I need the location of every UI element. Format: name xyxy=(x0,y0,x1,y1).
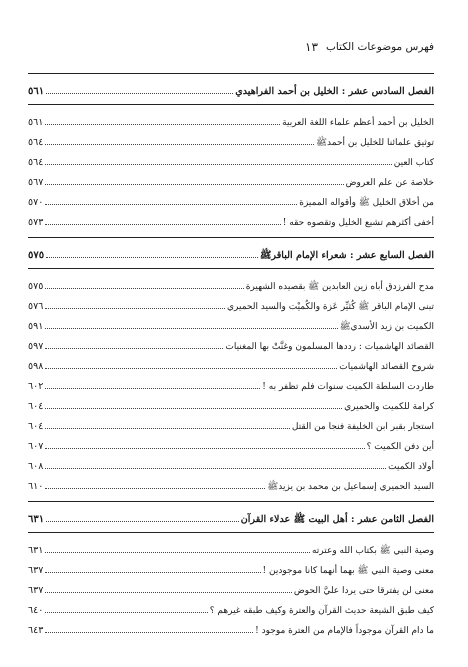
page-ref: ٥٦٤ xyxy=(28,137,44,148)
leader-dots xyxy=(45,374,260,389)
entry-title: كتاب العين xyxy=(393,158,434,168)
entry-title: مدح الفرزدق أباه زين العابدين ﷺ بقصيده الشهيرة xyxy=(245,282,434,292)
toc-entry[interactable] xyxy=(28,294,434,314)
leader-dots xyxy=(45,454,386,469)
toc-entry[interactable] xyxy=(28,618,434,638)
leader-dots xyxy=(45,474,265,489)
page-ref: ٦١٠ xyxy=(28,481,44,492)
entry-title: استجار بقبر ابن الخليفة فنجا من القتل xyxy=(291,422,434,432)
divider xyxy=(28,237,434,238)
page-ref: ٥٧٥ xyxy=(28,250,45,261)
leader-dots xyxy=(45,274,243,289)
entry-title: أين دفن الكميت ؟ xyxy=(366,442,434,452)
chapter-title: الفصل السابع عشر : شعراء الإمام الباقرﷺ xyxy=(259,250,434,261)
leader-dots xyxy=(45,538,310,553)
toc-list xyxy=(28,70,434,642)
toc-entry[interactable] xyxy=(28,170,434,190)
leader-dots xyxy=(45,294,225,309)
toc-entry[interactable] xyxy=(28,110,434,130)
page-ref: ٦٣٧ xyxy=(28,565,44,576)
chapter-title: الفصل السادس عشر : الخليل بن أحمد الفراهيدي xyxy=(235,86,434,97)
page-ref: ٥٩٧ xyxy=(28,341,44,352)
toc-entry[interactable] xyxy=(28,434,434,454)
page-ref: ٥٧٥ xyxy=(28,281,44,292)
entry-title: وصية النبي ﷺ بكتاب الله وعترته xyxy=(311,546,434,556)
leader-dots xyxy=(45,618,253,633)
divider xyxy=(28,104,434,105)
toc-entry[interactable] xyxy=(28,558,434,578)
toc-entry[interactable] xyxy=(28,394,434,414)
entry-title: معنى وصية النبي ﷺ بهما أنهما كانا موجودين ! xyxy=(262,566,434,576)
page-ref: ٦٣١ xyxy=(28,514,45,525)
toc-entry[interactable] xyxy=(28,210,434,230)
page-ref: ٥٦١ xyxy=(28,117,44,128)
entry-title: توثيق علمائنا للخليل بن أحمدﷺ xyxy=(316,138,434,148)
toc-entry[interactable] xyxy=(28,150,434,170)
page-ref: ٦٠٧ xyxy=(28,441,44,452)
toc-entry[interactable] xyxy=(28,274,434,294)
page-ref: ٦٠٢ xyxy=(28,381,44,392)
toc-entry[interactable] xyxy=(28,314,434,334)
page-ref: ٦٤٠ xyxy=(28,605,44,616)
leader-dots xyxy=(46,507,239,522)
toc-page xyxy=(28,0,434,667)
header-title: فهرس موضوعات الكتاب xyxy=(325,41,434,53)
toc-entry[interactable] xyxy=(28,578,434,598)
entry-title: الكميت بن زيد الأسديﷺ xyxy=(339,322,434,332)
divider xyxy=(28,532,434,533)
chapter-heading[interactable] xyxy=(28,79,434,101)
leader-dots xyxy=(45,170,343,185)
leader-dots xyxy=(45,394,342,409)
entry-title: أخفى أكثرهم تشيع الخليل وتقصوه حقه ! xyxy=(282,218,434,228)
toc-entry[interactable] xyxy=(28,334,434,354)
leader-dots xyxy=(45,150,391,165)
leader-dots xyxy=(45,210,280,225)
page-ref: ٥٦٧ xyxy=(28,177,44,188)
entry-title: ما دام القرآن موجوداً فالإمام من العترة موجود ! xyxy=(255,626,434,636)
page-ref: ٥٧٣ xyxy=(28,217,44,228)
page-number: ١٣ xyxy=(305,40,318,54)
toc-entry[interactable] xyxy=(28,538,434,558)
entry-title: معنى لن يفترقا حتى يردا عليَّ الحوض xyxy=(293,586,434,596)
toc-entry[interactable] xyxy=(28,374,434,394)
toc-entry[interactable] xyxy=(28,454,434,474)
leader-dots xyxy=(45,434,364,449)
entry-title: القصائد الهاشميات : رددها المسلمون وغنَّتْ بها المغنيات xyxy=(225,342,434,352)
chapter-title: الفصل الثامن عشر : أهل البيت ﷺ عدلاء القرآن xyxy=(240,514,434,525)
leader-dots xyxy=(45,598,207,613)
entry-title: كيف طبق الشيعة حديث القرآن والعترة وكيف طبقه غيرهم ؟ xyxy=(209,606,434,616)
page-ref: ٦٣١ xyxy=(28,545,44,556)
page-ref: ٥٦٤ xyxy=(28,157,44,168)
entry-title: الخليل بن أحمد أعظم علماء اللغة العربية xyxy=(282,118,434,128)
chapter-heading[interactable] xyxy=(28,507,434,529)
leader-dots xyxy=(45,354,337,369)
leader-dots xyxy=(46,243,258,258)
page-ref: ٥٧٦ xyxy=(28,301,44,312)
entry-title: السيد الحميري إسماعيل بن محمد بن يزيدﷺ xyxy=(267,482,434,492)
toc-entry[interactable] xyxy=(28,598,434,618)
page-ref: ٦٣٧ xyxy=(28,585,44,596)
leader-dots xyxy=(45,110,280,125)
entry-title: أولاد الكميت xyxy=(388,462,434,472)
toc-entry[interactable] xyxy=(28,354,434,374)
entry-title: طاردت السلطة الكميت سنوات فلم تظفر به ! xyxy=(262,382,434,392)
page-ref: ٥٩٨ xyxy=(28,361,44,372)
toc-entry[interactable] xyxy=(28,474,434,494)
divider xyxy=(28,73,434,74)
toc-entry[interactable] xyxy=(28,414,434,434)
divider xyxy=(28,501,434,502)
leader-dots xyxy=(45,414,290,429)
page-ref: ٦٤٣ xyxy=(28,625,44,636)
entry-title: خلاصة عن علم العروض xyxy=(345,178,434,188)
leader-dots xyxy=(45,334,223,349)
page-ref: ٥٧٠ xyxy=(28,197,44,208)
leader-dots xyxy=(45,314,337,329)
entry-title: تبنى الإمام الباقر ﷺ كُثيِّر عَزة والكُميْت والسيد الحميري xyxy=(226,302,434,312)
leader-dots xyxy=(46,79,233,94)
entry-title: كرامة للكميت والحميري xyxy=(344,402,434,412)
leader-dots xyxy=(45,190,297,205)
leader-dots xyxy=(45,558,260,573)
page-ref: ٥٦١ xyxy=(28,86,45,97)
chapter-heading[interactable] xyxy=(28,243,434,265)
divider xyxy=(28,268,434,269)
page-ref: ٦٠٨ xyxy=(28,461,44,472)
page-ref: ٦٠٤ xyxy=(28,401,44,412)
page-ref: ٥٩١ xyxy=(28,321,44,332)
leader-dots xyxy=(45,130,314,145)
toc-entry[interactable] xyxy=(28,190,434,210)
leader-dots xyxy=(45,578,292,593)
entry-title: من أخلاق الخليل ﷺ وأقواله المميزة xyxy=(299,198,434,208)
toc-entry[interactable] xyxy=(28,130,434,150)
page-header xyxy=(28,38,434,56)
entry-title: شروح القصائد الهاشميات xyxy=(339,362,434,372)
page-ref: ٦٠٤ xyxy=(28,421,44,432)
